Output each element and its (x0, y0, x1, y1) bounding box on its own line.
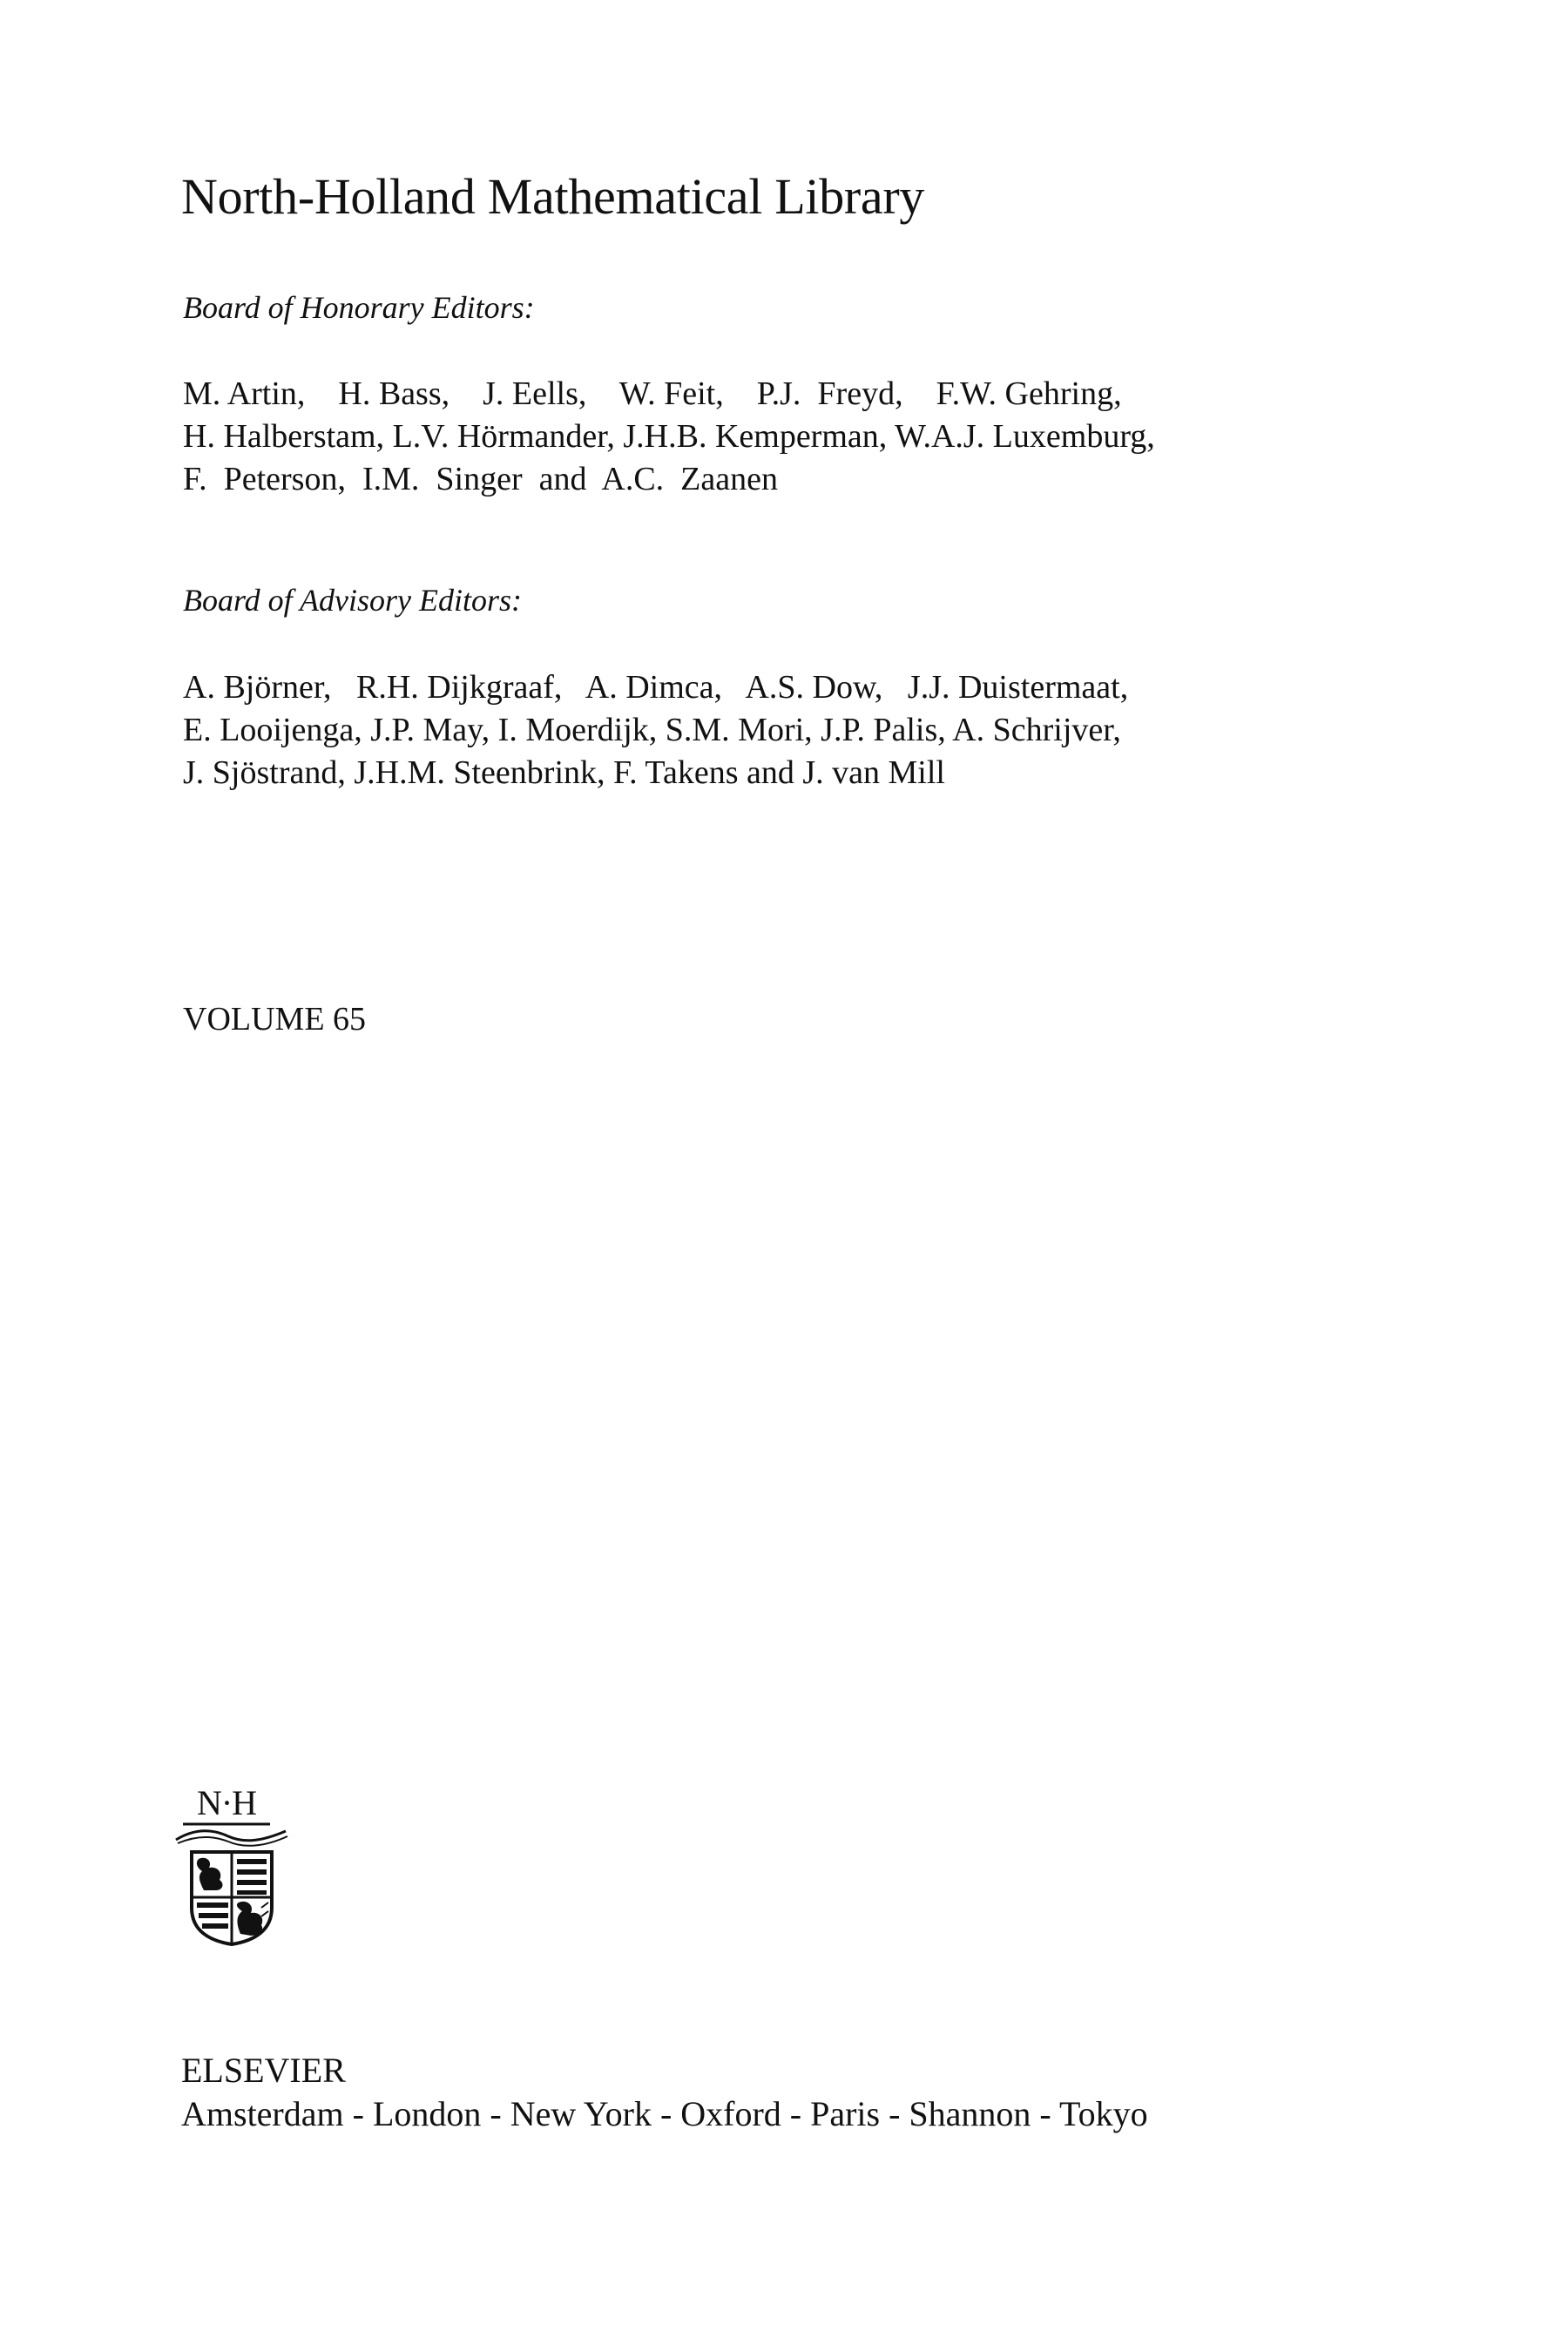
advisory-editors-line: J. Sjöstrand, J.H.M. Steenbrink, F. Takens and J. van Mill (183, 754, 945, 791)
honorary-editors-line: H. Halberstam, L.V. Hörmander, J.H.B. Kemperman, W.A.J. Luxemburg, (183, 418, 1155, 455)
advisory-editors-line: A. Björner, R.H. Dijkgraaf, A. Dimca, A.S. Dow, J.J. Duistermaat, (183, 669, 1129, 706)
honorary-editors-heading: Board of Honorary Editors: (183, 290, 535, 325)
volume-number: VOLUME 65 (183, 1001, 367, 1037)
series-title: North-Holland Mathematical Library (181, 168, 925, 225)
advisory-editors-heading: Board of Advisory Editors: (183, 583, 522, 618)
publisher-imprint (181, 2049, 1148, 2136)
honorary-editors-line: M. Artin, H. Bass, J. Eells, W. Feit, P.J. Freyd, F.W. Gehring, (183, 375, 1122, 412)
publisher-crest-icon (174, 1783, 305, 1951)
advisory-editors-list (183, 666, 1333, 794)
publisher-name: ELSEVIER (181, 2051, 346, 2090)
honorary-editors-list (183, 373, 1333, 501)
publisher-cities: Amsterdam - London - New York - Oxford - Paris - Shannon - Tokyo (181, 2094, 1148, 2133)
logo-lettering: N·H (196, 1783, 257, 1822)
publisher-logo (174, 1783, 305, 1951)
honorary-editors-line: F. Peterson, I.M. Singer and A.C. Zaanen (183, 461, 778, 497)
advisory-editors-line: E. Looijenga, J.P. May, I. Moerdijk, S.M. Mori, J.P. Palis, A. Schrijver, (183, 712, 1121, 748)
